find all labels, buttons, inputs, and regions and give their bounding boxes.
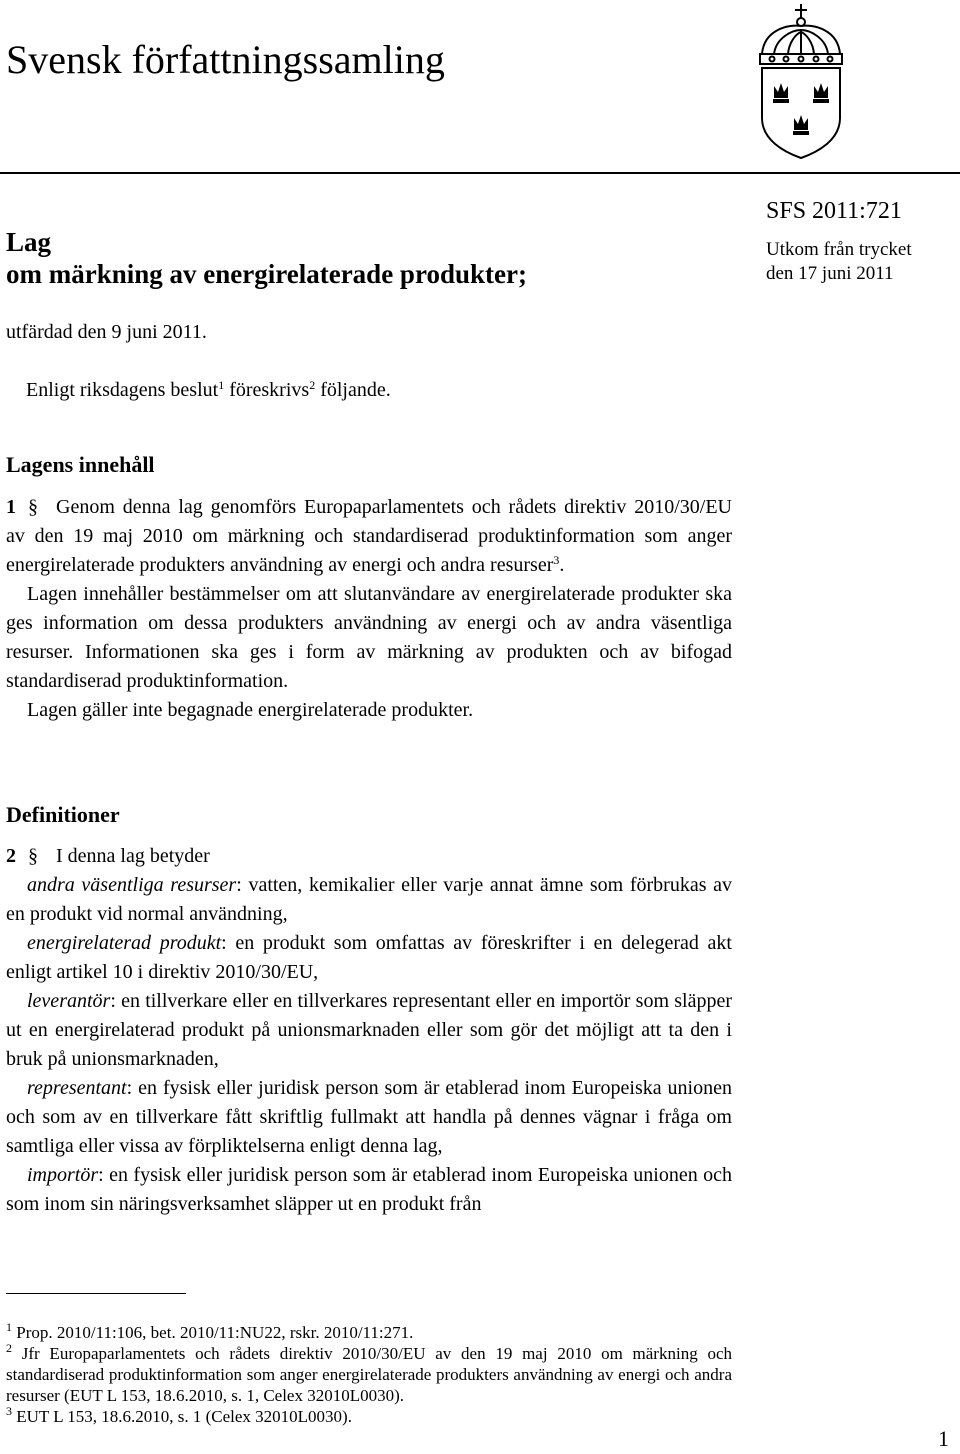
intro-text-3: följande.	[315, 379, 391, 401]
section-heading-definitioner: Definitioner	[6, 802, 120, 827]
footnote-text: EUT L 153, 18.6.2010, s. 1 (Celex 32010L0030).	[12, 1407, 352, 1426]
definition-item	[6, 1161, 732, 1219]
paragraph-number: 1	[6, 496, 16, 518]
paragraph-end: .	[559, 554, 565, 576]
section-1-paragraph-1	[6, 493, 732, 580]
section-1-paragraph-3: Lagen gäller inte begagnade energirelaterade produkter.	[27, 699, 474, 721]
definition-text: : vatten, kemikalier eller varje annat ämne som förbrukas av en produkt vid normal användning,	[6, 874, 733, 925]
paragraph-number: 2	[6, 845, 16, 867]
law-title-line-2: om märkning av energirelaterade produkter;	[6, 259, 527, 289]
coat-of-arms-icon	[752, 2, 850, 162]
issued-date: utfärdad den 9 juni 2011.	[6, 321, 207, 343]
enactment-clause	[26, 376, 391, 404]
footnote-3	[6, 1406, 732, 1427]
publication-date-line-2: den 17 juni 2011	[766, 263, 894, 284]
publication-date	[766, 238, 912, 286]
definition-item	[6, 929, 732, 987]
definition-term: importör	[27, 1164, 99, 1186]
intro-text-1: Enligt riksdagens beslut	[26, 379, 219, 401]
section-1-paragraph-2: Lagen innehåller bestämmelser om att slutanvändare av energirelaterade produkter ska ges information om dessa produkters användning av energi och av andra väsentliga resurser. Informationen ska ges i form av märkning av produkten och av bifogad standardiserad produktinformation.	[6, 583, 732, 692]
section-sign: §	[28, 496, 38, 518]
paragraph-text: Genom denna lag genomförs Europaparlamentets och rådets direktiv 2010/30/EU av den 19 maj 2010 om märkning och standardiserad produktinformation som anger energirelaterade produkters användning av energi och andra resurser	[6, 496, 732, 576]
footnote-ref-3[interactable]: 3	[553, 553, 560, 567]
footnote-mark: 3	[6, 1404, 12, 1418]
footnote-1	[6, 1322, 732, 1343]
definition-item	[6, 987, 732, 1074]
definition-text: : en fysisk eller juridisk person som är etablerad inom Europeiska unionen och som av en tillverkare fått skriftlig fullmakt att handla på dennes vägnar i fråga om samtliga eller vissa av förpliktelserna enligt denna lag,	[6, 1077, 732, 1157]
footnote-mark: 2	[6, 1341, 12, 1355]
footnote-2	[6, 1343, 732, 1406]
definition-term: leverantör	[27, 990, 111, 1012]
law-title-line-1: Lag	[6, 227, 52, 257]
footnote-mark: 1	[6, 1320, 12, 1334]
footnote-ref-1[interactable]: 1	[218, 378, 225, 392]
law-title	[6, 226, 527, 290]
section-sign: §	[28, 845, 38, 867]
section-heading-lagens-innehall: Lagens innehåll	[6, 452, 155, 477]
publication-title: Svensk författningssamling	[6, 37, 445, 82]
definition-term: energirelaterad produkt	[27, 932, 222, 954]
footnote-separator	[6, 1293, 186, 1294]
section-2-body	[6, 842, 732, 1219]
header-rule	[0, 172, 960, 174]
footnotes	[6, 1322, 732, 1427]
footnote-text: Prop. 2010/11:106, bet. 2010/11:NU22, rskr. 2010/11:271.	[12, 1323, 414, 1342]
page-number: 1	[938, 1426, 949, 1451]
publication-date-line-1: Utkom från trycket	[766, 239, 912, 260]
definition-term: andra väsentliga resurser	[27, 874, 237, 896]
definition-text: : en fysisk eller juridisk person som är etablerad inom Europeiska unionen och som inom sin näringsverksamhet släpper ut en produkt från	[6, 1164, 732, 1215]
definition-term: representant	[27, 1077, 127, 1099]
section-1-body	[6, 493, 732, 725]
definition-item	[6, 1074, 732, 1161]
footnote-ref-2[interactable]: 2	[309, 378, 316, 392]
paragraph-text: I denna lag betyder	[56, 845, 210, 867]
definition-text: : en produkt som omfattas av föreskrifter i en delegerad akt enligt artikel 10 i direktiv 2010/30/EU,	[6, 932, 732, 983]
intro-text-2: föreskrivs	[224, 379, 310, 401]
section-2-lead	[6, 842, 732, 871]
definition-text: : en tillverkare eller en tillverkares representant eller en importör som släpper ut en energirelaterad produkt på unionsmarknaden eller som gör det möjligt att ta den i bruk på unionsmarknaden,	[6, 990, 732, 1070]
sfs-number: SFS 2011:721	[766, 198, 902, 224]
definition-item	[6, 871, 732, 929]
footnote-text: Jfr Europaparlamentets och rådets direktiv 2010/30/EU av den 19 maj 2010 om märkning och standardiserad produktinformation som anger energirelaterade produkters användning av energi och andra resurser (EUT L 153, 18.6.2010, s. 1, Celex 32010L0030).	[6, 1344, 732, 1405]
